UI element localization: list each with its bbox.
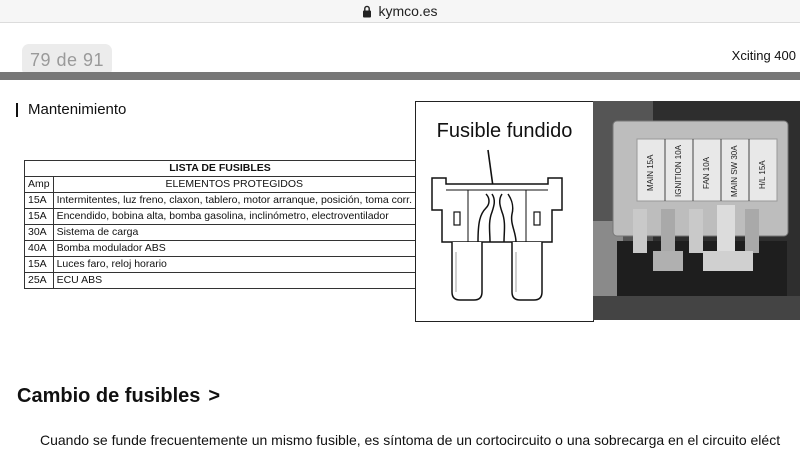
- table-row: [25, 241, 416, 257]
- table-row: [25, 257, 416, 273]
- body-paragraph: Cuando se funde frecuentemente un mismo fusible, es síntoma de un cortocircuito o una sobrecarga en el circuito eléct: [40, 432, 781, 448]
- fuse-elements: Sistema de carga: [53, 225, 415, 241]
- url-text: kymco.es: [378, 3, 438, 19]
- blown-fuse-illustration: [416, 102, 593, 321]
- section-heading: [16, 101, 126, 118]
- table-row: [25, 225, 416, 241]
- fuse-amp: 15A: [25, 257, 54, 273]
- model-name: Xciting 400: [731, 48, 796, 63]
- subheading-title: Cambio de fusibles: [17, 385, 201, 407]
- fuse-label-fan: FAN 10A: [702, 156, 711, 189]
- fuse-label-headlight: H/L 15A: [758, 160, 767, 189]
- fuse-box-illustration: [593, 101, 800, 320]
- browser-address-bar[interactable]: [0, 0, 800, 23]
- fuse-table-header-row: [25, 177, 416, 193]
- fuse-box-photo: [593, 101, 800, 320]
- table-row: [25, 193, 416, 209]
- fuse-table-caption: LISTA DE FUSIBLES: [25, 161, 416, 177]
- section-subheading[interactable]: [17, 385, 220, 408]
- table-row: [25, 273, 416, 289]
- blown-fuse-diagram: [415, 101, 594, 322]
- fuse-elements: Luces faro, reloj horario: [53, 257, 415, 273]
- column-header-elements: ELEMENTOS PROTEGIDOS: [53, 177, 415, 193]
- column-header-amp: Amp: [25, 177, 54, 193]
- fuse-elements: ECU ABS: [53, 273, 415, 289]
- fuse-elements: Bomba modulador ABS: [53, 241, 415, 257]
- fuse-amp: 15A: [25, 193, 54, 209]
- diagram-label: Fusible fundido: [436, 120, 573, 142]
- lock-icon: [362, 5, 372, 18]
- fuse-label-main-sw: MAIN SW 30A: [730, 145, 739, 197]
- fuse-table-caption-row: [25, 161, 416, 177]
- fuse-elements: Encendido, bobina alta, bomba gasolina, inclinómetro, electroventilador: [53, 209, 415, 225]
- fuse-amp: 15A: [25, 209, 54, 225]
- fuse-label-ignition: IGNITION 10A: [674, 144, 683, 197]
- table-row: [25, 209, 416, 225]
- header-rule: [0, 72, 800, 80]
- fuse-amp: 25A: [25, 273, 54, 289]
- section-title: Mantenimiento: [28, 101, 127, 118]
- page-counter-badge: 79 de 91: [22, 44, 112, 76]
- fuse-label-main: MAIN 15A: [646, 154, 655, 191]
- fuse-table: [24, 160, 416, 289]
- fuse-amp: 40A: [25, 241, 54, 257]
- fuse-amp: 30A: [25, 225, 54, 241]
- section-marker: [16, 103, 18, 117]
- chevron-right-icon: >: [208, 385, 221, 407]
- fuse-elements: Intermitentes, luz freno, claxon, tablero, motor arranque, posición, toma corr.: [53, 193, 415, 209]
- url-display[interactable]: [362, 3, 437, 19]
